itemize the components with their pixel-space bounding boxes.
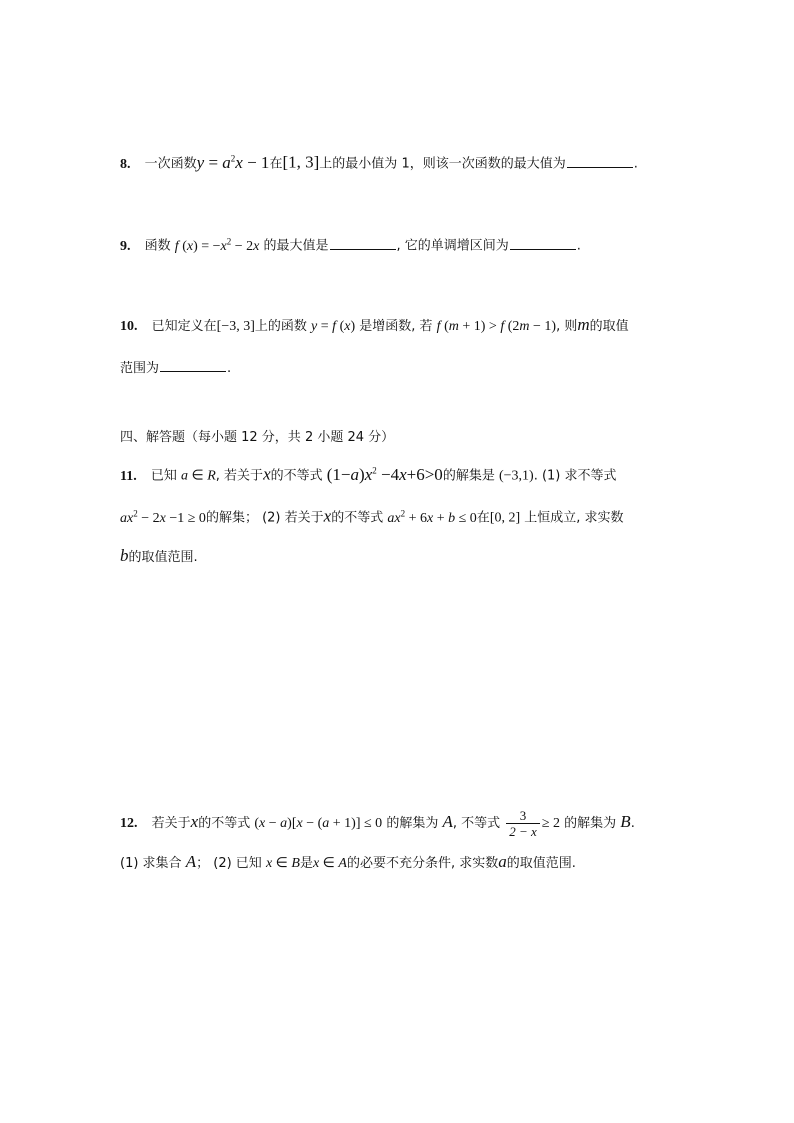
text: 是增函数, 若: [359, 319, 433, 334]
question-number: 9.: [120, 238, 131, 254]
formula: a: [498, 852, 507, 871]
text: (1) 求不等式: [541, 468, 617, 484]
text: 在: [269, 156, 283, 172]
question-11-cont: [120, 503, 754, 529]
question-9: [120, 231, 754, 257]
text: 的解集；: [205, 510, 258, 526]
text: .: [633, 156, 638, 172]
text: 范围为: [120, 361, 160, 376]
text: 的解集为: [564, 816, 617, 831]
formula: f (m + 1) > f (2m − 1): [436, 319, 557, 334]
text: 的必要不充分条件, 求实数: [346, 856, 499, 871]
text: 上恒成立, 求实数: [524, 510, 624, 526]
question-number: 11.: [120, 468, 137, 484]
question-number: 10.: [120, 319, 138, 334]
text: (2) 若关于: [262, 510, 324, 526]
text: 是: [299, 856, 313, 871]
text: 上的最小值为: [319, 156, 398, 172]
text: ，则该一次函数的最大值为: [409, 156, 566, 172]
text: 的解集为: [386, 816, 439, 831]
text: , 若关于: [215, 468, 264, 484]
section-heading: 四、解答题（每小题 12 分，共 2 小题 24 分）: [120, 430, 395, 445]
formula: $(1-a)x^2 -4x+6>0$: [326, 464, 443, 484]
question-10: [120, 315, 754, 337]
formula: x: [190, 812, 199, 831]
text: .: [227, 361, 232, 376]
formula: a ∈ R: [181, 468, 216, 484]
text: 函数: [144, 238, 171, 254]
fraction: $\frac{3}{2 - x}$: [506, 808, 540, 839]
text: (2) 已知: [213, 856, 262, 871]
text: 的解集是: [442, 468, 495, 484]
formula: $y = a^2x - 1$: [196, 152, 270, 172]
question-number: 8.: [120, 156, 131, 172]
formula: y = f (x): [311, 319, 356, 334]
formula: x ∈ B: [265, 856, 300, 871]
text: 的最大值是: [263, 238, 329, 254]
text: (1) 求集合: [120, 856, 182, 871]
question-12: [120, 808, 754, 839]
question-10-cont: [120, 358, 754, 379]
text: 的不等式: [331, 510, 384, 526]
formula: $ax^2 - 2x -1 \ge 0$: [120, 508, 206, 526]
formula: [0, 2]: [489, 510, 521, 526]
text: 的不等式: [198, 816, 251, 831]
text: 已知定义在: [151, 319, 217, 334]
formula: x: [323, 506, 332, 526]
text: 已知: [150, 468, 177, 484]
answer-blank: [567, 154, 633, 168]
formula: $ax^2 + 6x + b \le 0$: [387, 508, 477, 526]
question-12-cont: [120, 852, 754, 874]
question-8: [120, 148, 754, 175]
text: 若关于: [151, 816, 191, 831]
formula: x ∈ A: [312, 856, 347, 871]
formula: B: [620, 812, 631, 831]
text: ；: [196, 856, 210, 871]
formula: A: [185, 852, 197, 871]
text: 的不等式: [270, 468, 323, 484]
text: 在: [476, 510, 490, 526]
text: , 不等式: [452, 816, 501, 831]
text: , 它的单调增区间为: [396, 238, 509, 254]
formula: A: [442, 812, 453, 831]
formula: [−3, 3]: [216, 319, 255, 334]
answer-blank: [510, 236, 576, 250]
formula: (−3,1): [498, 468, 534, 484]
question-number: 12.: [120, 816, 138, 831]
formula: ≥ 2: [541, 816, 560, 831]
formula: [1, 3]: [282, 152, 320, 172]
question-11: [120, 460, 754, 487]
question-11-cont2: [120, 546, 754, 568]
text: .: [533, 468, 542, 484]
answer-blank: [160, 358, 226, 372]
text: 1: [401, 156, 410, 172]
text: , 则: [556, 319, 578, 334]
formula: b: [120, 546, 129, 565]
text: 的取值: [589, 319, 629, 334]
formula: f $(x) = -x^2 - 2x$: [174, 236, 260, 254]
text: 一次函数: [144, 156, 197, 172]
answer-blank: [330, 236, 396, 250]
text: 上的函数: [254, 319, 307, 334]
formula: m: [577, 315, 590, 334]
formula: x: [263, 464, 271, 484]
text: 的取值范围.: [506, 856, 576, 871]
text: .: [576, 238, 581, 254]
text: 的取值范围.: [128, 550, 198, 565]
text: .: [630, 816, 635, 831]
formula: (x − a)[x − (a + 1)] ≤ 0: [254, 816, 383, 831]
